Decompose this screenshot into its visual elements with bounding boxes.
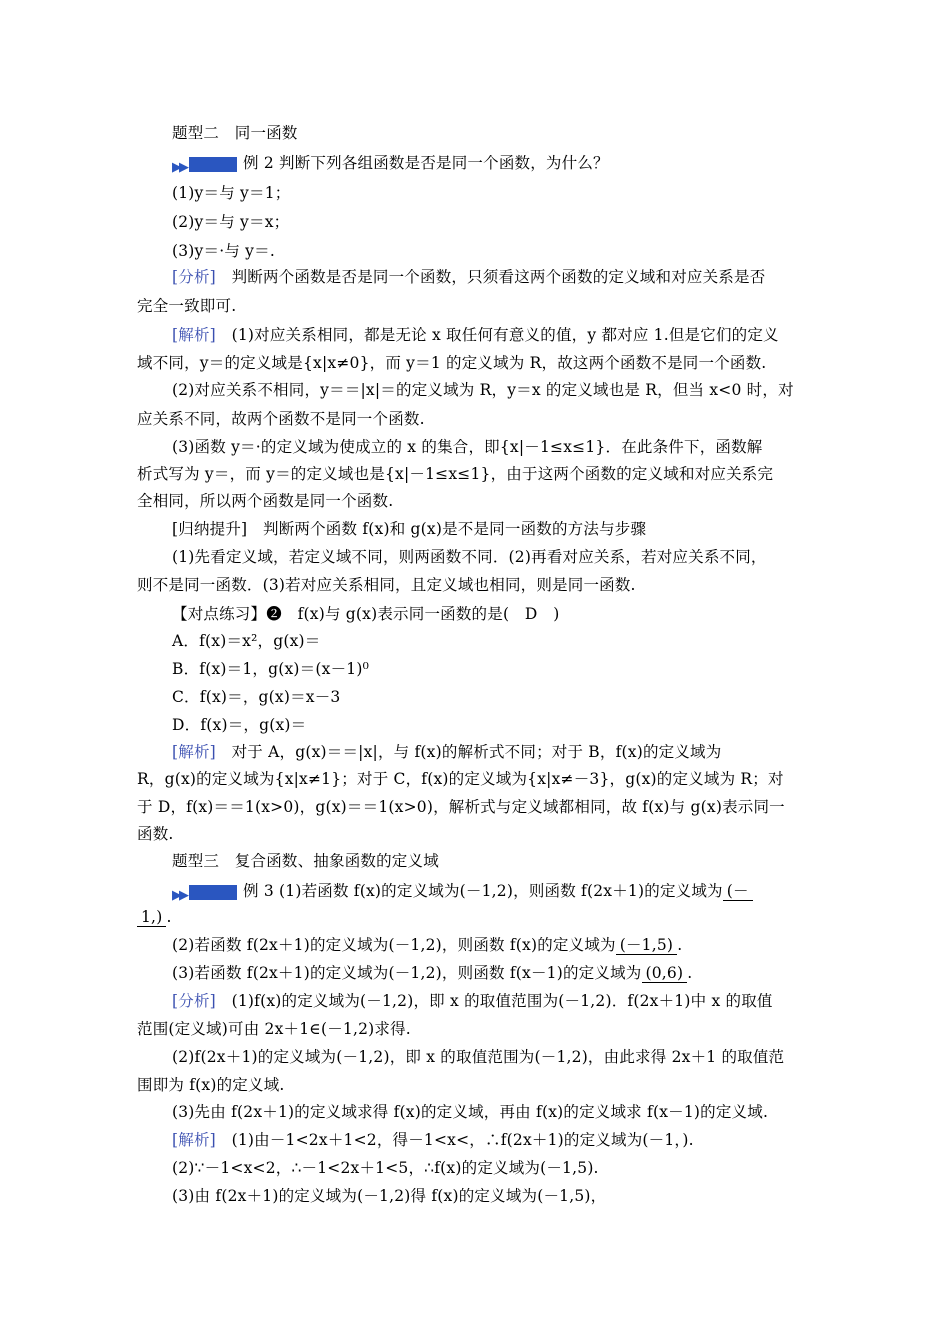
choice-c: C．f(x)＝，g(x)＝x－3 — [172, 688, 341, 706]
solution-line: R，g(x)的定义域为{x|x≠1}；对于 C，f(x)的定义域为{x|x≠－3}，g(x)的定义域为 R；对 — [137, 770, 784, 788]
example-2-item-3: (3)y＝·与 y＝. — [172, 242, 275, 260]
example-2-question: ▶▶ 例 2 判断下列各组函数是否是同一个函数，为什么？ — [172, 152, 609, 179]
solution-tag: [解析] — [172, 326, 216, 344]
analysis-line: 围即为 f(x)的定义域. — [137, 1076, 285, 1094]
example-badge-icon: ▶▶ — [172, 155, 237, 179]
solution-line: 全相同，所以两个函数是同一个函数. — [137, 492, 394, 510]
solution-line: (2)对应关系不相同，y＝＝|x|＝的定义域为 R，y＝x 的定义域也是 R，但当 x<0 时，对 — [172, 381, 794, 399]
solution-line: 析式写为 y＝，而 y＝的定义域也是{x|－1≤x≤1}，由于这两个函数的定义域和对应关系完 — [137, 465, 774, 483]
practice-question: 【对点练习】❷ f(x)与 g(x)表示同一函数的是( D ) — [172, 605, 560, 623]
solution-line: (2)∵－1<x<2，∴－1<2x＋1<5，∴f(x)的定义域为(－1,5). — [172, 1159, 599, 1177]
summary-line: (1)先看定义域，若定义域不同，则两函数不同．(2)再看对应关系，若对应关系不同， — [172, 548, 767, 566]
solution-line: 应关系不同，故两个函数不是同一个函数. — [137, 410, 425, 428]
analysis-line: (2)f(2x＋1)的定义域为(－1,2)，即 x 的取值范围为(－1,2)，由此求得 2x＋1 的取值范 — [172, 1048, 785, 1066]
analysis-tag: [分析] — [172, 268, 216, 286]
summary-line: 则不是同一函数．(3)若对应关系相同，且定义域也相同，则是同一函数. — [137, 576, 636, 594]
choice-b: B．f(x)＝1，g(x)＝(x－1)⁰ — [172, 660, 369, 678]
answer-blank: (－1,5) — [616, 936, 677, 955]
example-3-question-1-continued: 1,) . — [137, 906, 172, 928]
section-heading-type-3: 题型三 复合函数、抽象函数的定义域 — [172, 852, 439, 870]
solution-line: 函数. — [137, 825, 174, 843]
example-badge-icon: ▶▶ — [172, 883, 237, 907]
solution-tag: [解析] — [172, 743, 216, 761]
example-2-item-2: (2)y＝与 y＝x； — [172, 213, 290, 231]
analysis-line: 范围(定义域)可由 2x＋1∈(－1,2)求得. — [137, 1020, 411, 1038]
choice-a: A．f(x)＝x²，g(x)＝ — [172, 632, 321, 650]
example-2-item-1: (1)y＝与 y＝1； — [172, 184, 291, 202]
solution-paragraph-3: [解析] (1)由－1<2x＋1<2，得－1<x<，∴f(2x＋1)的定义域为(－1，). — [172, 1131, 694, 1149]
solution-line: 域不同，y＝的定义域是{x|x≠0}，而 y＝1 的定义域为 R，故这两个函数不是同一个函数. — [137, 354, 767, 372]
analysis-continued: 完全一致即可. — [137, 297, 237, 315]
example-3-question-2: (2)若函数 f(2x＋1)的定义域为(－1,2)，则函数 f(x)的定义域为 (－1,5) . — [172, 936, 683, 954]
analysis-tag: [分析] — [172, 992, 216, 1010]
solution-paragraph-2: [解析] 对于 A，g(x)＝＝|x|，与 f(x)的解析式不同；对于 B，f(x)的定义域为 — [172, 743, 722, 761]
choice-d: D．f(x)＝，g(x)＝ — [172, 716, 307, 734]
example-3-question-1: ▶▶ 例 3 (1)若函数 f(x)的定义域为(－1,2)，则函数 f(2x＋1)的定义域为 (－ — [172, 880, 753, 907]
solution-line: (3)由 f(2x＋1)的定义域为(－1,2)得 f(x)的定义域为(－1,5)， — [172, 1187, 607, 1205]
example-3-question-3: (3)若函数 f(2x＋1)的定义域为(－1,2)，则函数 f(x－1)的定义域为 (0,6) . — [172, 964, 693, 982]
summary-heading: [归纳提升] 判断两个函数 f(x)和 g(x)是不是同一函数的方法与步骤 — [172, 520, 647, 538]
answer-blank: (0,6) — [642, 964, 688, 983]
solution-line: 于 D，f(x)＝＝1(x>0)，g(x)＝＝1(x>0)，解析式与定义域都相同，故 f(x)与 g(x)表示同一 — [137, 798, 785, 816]
analysis-paragraph-2: [分析] (1)f(x)的定义域为(－1,2)，即 x 的取值范围为(－1,2)．f(2x＋1)中 x 的取值 — [172, 992, 773, 1010]
answer-blank: (－ — [723, 882, 753, 901]
solution-paragraph-1: [解析] (1)对应关系相同，都是无论 x 取任何有意义的值，y 都对应 1.但是它们的定义 — [172, 326, 779, 344]
analysis-paragraph: [分析] 判断两个函数是否是同一个函数，只须看这两个函数的定义域和对应关系是否 — [172, 268, 766, 286]
answer-blank: 1,) — [137, 908, 166, 927]
analysis-line: (3)先由 f(2x＋1)的定义域求得 f(x)的定义域，再由 f(x)的定义域求 f(x－1)的定义域. — [172, 1103, 769, 1121]
solution-line: (3)函数 y＝·的定义域为使成立的 x 的集合，即{x|－1≤x≤1}．在此条件下，函数解 — [172, 438, 763, 456]
section-heading-type-2: 题型二 同一函数 — [172, 124, 298, 142]
solution-tag: [解析] — [172, 1131, 216, 1149]
